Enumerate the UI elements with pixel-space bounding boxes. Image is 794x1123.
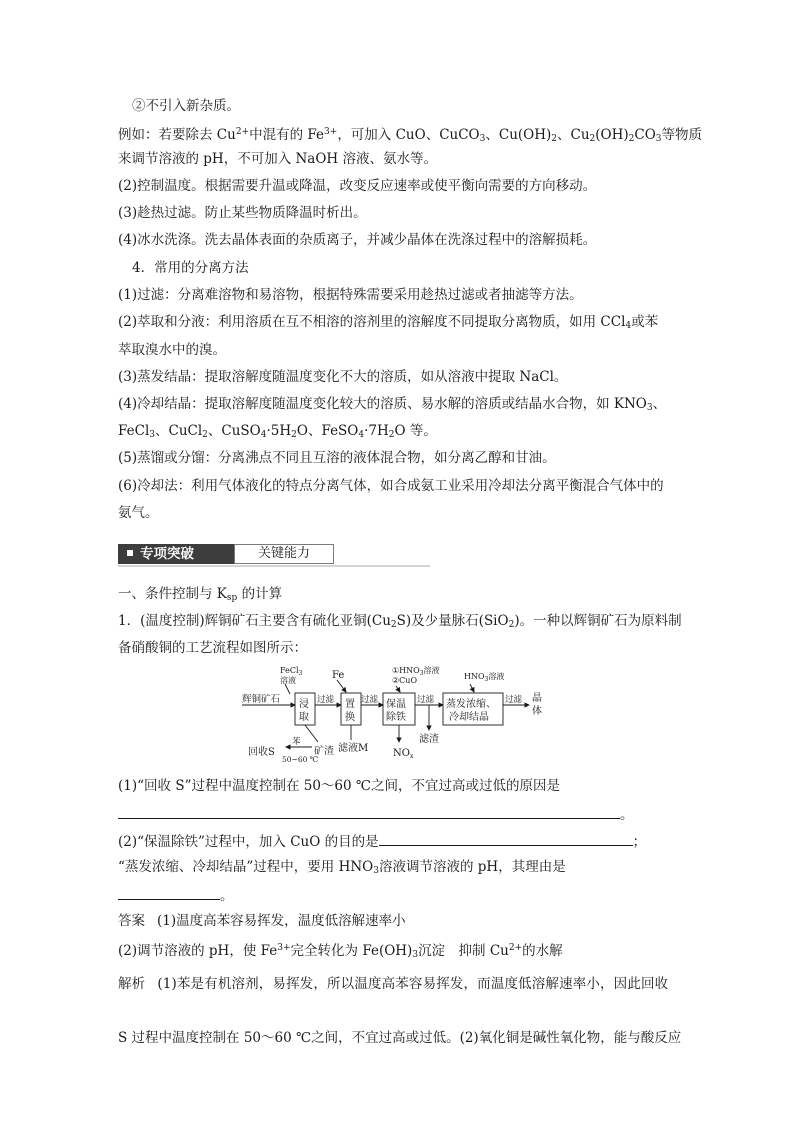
product-label-1: 晶 (532, 693, 542, 704)
label-nox: $NO_x$ (393, 748, 414, 760)
text-line: (3)趁热过滤。防止某些物质降温时析出。 (118, 205, 367, 221)
banner-dark-label: 专项突破 (118, 544, 234, 564)
arrow-fecl3 (285, 684, 290, 694)
blank-line[interactable] (118, 804, 620, 819)
label-filter-1: 过滤 (317, 695, 335, 705)
arrow-fe (337, 680, 346, 692)
label-temperature: 50~60 ℃ (282, 755, 319, 764)
box-leach-label-2: 取 (299, 712, 309, 723)
text-line: 来调节溶液的 pH，不可加入 NaOH 溶液、氨水等。 (118, 151, 437, 167)
text-line: (1)过滤：分离难溶物和易溶物，根据特殊需要采用趁热过滤或者抽滤等方法。 (118, 287, 583, 303)
label-residue: 矿渣 (314, 746, 334, 757)
answer-line: 答案 (1)温度高苯容易挥发，温度低溶解速率小 (118, 913, 406, 929)
answer-label: 答案 (118, 913, 145, 929)
text-line: 例如：若要除去 $Cu^{2+}$中混有的 $Fe^{3+}$，可加入 CuO、CuCO$_3$、$Cu(OH)_2$、$Cu_2(OH)_2CO_3$等物质 (118, 127, 703, 144)
answer-blank-1: 。 (118, 804, 634, 824)
section-heading: 4．常用的分离方法 (132, 260, 249, 276)
text-line: (4)冰水洗涤。洗去晶体表面的杂质离子，并减少晶体在洗涤过程中的溶解损耗。 (118, 232, 597, 248)
arrow-residue (305, 725, 318, 742)
label-filter-residue: 滤渣 (419, 734, 439, 745)
label-fe: Fe (332, 670, 345, 681)
label-filter-3: 过滤 (417, 695, 435, 705)
subquestion-2b: “蒸发浓缩、冷却结晶”过程中，要用 $HNO_3$溶液调节溶液的 pH，其理由是 (118, 859, 566, 876)
analysis-label: 解析 (118, 976, 146, 992)
subquestion-1: (1)“回收 S”过程中温度控制在 50～60 ℃之间，不宜过高或过低的原因是 (118, 778, 561, 794)
blank-line[interactable] (379, 831, 633, 846)
banner-light-label: 关键能力 (234, 544, 334, 564)
text-line: (5)蒸馏或分馏：分离沸点不同且互溶的液体混合物，如分离乙醇和甘油。 (118, 450, 556, 466)
question-stem: 备硝酸铜的工艺流程如图所示： (118, 640, 307, 656)
answer-line: (2)调节溶液的 pH，使 $Fe^{3+}$完全转化为 $Fe(OH)_3$沉淀 抑制 $Cu^{2+}$的水解 (118, 943, 563, 960)
label-reagent-1: $①HNO_3$溶液 (392, 666, 440, 677)
label-filter-4: 过滤 (505, 695, 523, 705)
box-crystallize-label-2: 冷却结晶 (449, 712, 489, 723)
text-line: (3)蒸发结晶：提取溶解度随温度变化不大的溶质，如从溶液中提取 NaCl。 (118, 369, 568, 385)
box-crystallize-label-1: 蒸发浓缩、 (446, 699, 496, 710)
text-line: 萃取溴水中的溴。 (118, 342, 226, 358)
text-line: (2)萃取和分液：利用溶质在互不相溶的溶剂里的溶解度不同提取分离物质，如用 CCl$_4$或苯 (118, 314, 659, 331)
label-hno3: $HNO_3$溶液 (464, 672, 505, 683)
box-displace-label-1: 置 (345, 699, 355, 710)
question-stem: 1．(温度控制)辉铜矿石主要含有硫化亚铜$(Cu_2S)$及少量脉石(SiO$_2$)。一种以辉铜矿石为原料制 (118, 613, 682, 630)
box-iron-label-2: 除铁 (386, 712, 406, 723)
answer-blank-2: 。 (118, 885, 234, 905)
label-reagent-2: ②CuO (392, 676, 418, 685)
analysis-line: 解析 (1)苯是有机溶剂，易挥发，所以温度高苯容易挥发，而温度低溶解速率小，因此回收 (118, 976, 669, 992)
box-iron-label-1: 保温 (386, 699, 406, 710)
subquestion-2: (2)“保温除铁”过程中，加入 CuO 的目的是 ； (118, 831, 646, 851)
label-filtrate-m: 滤液M (338, 743, 369, 754)
box-leach-label-1: 浸 (299, 699, 309, 710)
box-displace-label-2: 换 (345, 712, 355, 723)
blank-line[interactable] (118, 885, 220, 900)
text-line: 氨气。 (118, 505, 159, 521)
analysis-line: S 过程中温度控制在 50～60 ℃之间，不宜过高或过低。(2)氧化铜是碱性氧化物，能与酸反应 (118, 1030, 682, 1046)
text-line: (2)控制温度。根据需要升温或降温，改变反应速率或使平衡向需要的方向移动。 (118, 178, 597, 194)
label-feed: 辉铜矿石 (242, 694, 281, 705)
square-icon (127, 550, 133, 556)
text-line: ②不引入新杂质。 (132, 98, 240, 114)
text-line: (4)冷却结晶：提取溶解度随温度变化较大的溶质、易水解的溶质或结晶水合物，如 $KNO_3$、 (118, 396, 667, 413)
product-label-2: 体 (532, 706, 542, 717)
banner-rule (118, 565, 430, 567)
label-filter-2: 过滤 (361, 695, 379, 705)
section-title: 一、条件控制与 $K_{sp}$ 的计算 (118, 586, 283, 603)
arrow-hno3 (470, 684, 474, 692)
arrow-reagents (396, 686, 400, 692)
text-line: FeCl$_3$、CuCl$_2$、$CuSO_4\cdot 5H_2O$、$FeSO_4\cdot 7H_2O$ 等。 (118, 423, 437, 440)
section-banner (118, 541, 430, 567)
label-recover-s: 回收S (248, 747, 275, 758)
label-benzene: 苯 (292, 737, 301, 747)
label-solution: 溶液 (280, 676, 296, 685)
text-line: (6)冷却法：利用气体液化的特点分离气体，如合成氨工业采用冷却法分离平衡混合气体中的 (118, 478, 664, 494)
process-flow-diagram (240, 664, 560, 766)
label-fecl3: FeCl$_3$ (280, 666, 303, 677)
